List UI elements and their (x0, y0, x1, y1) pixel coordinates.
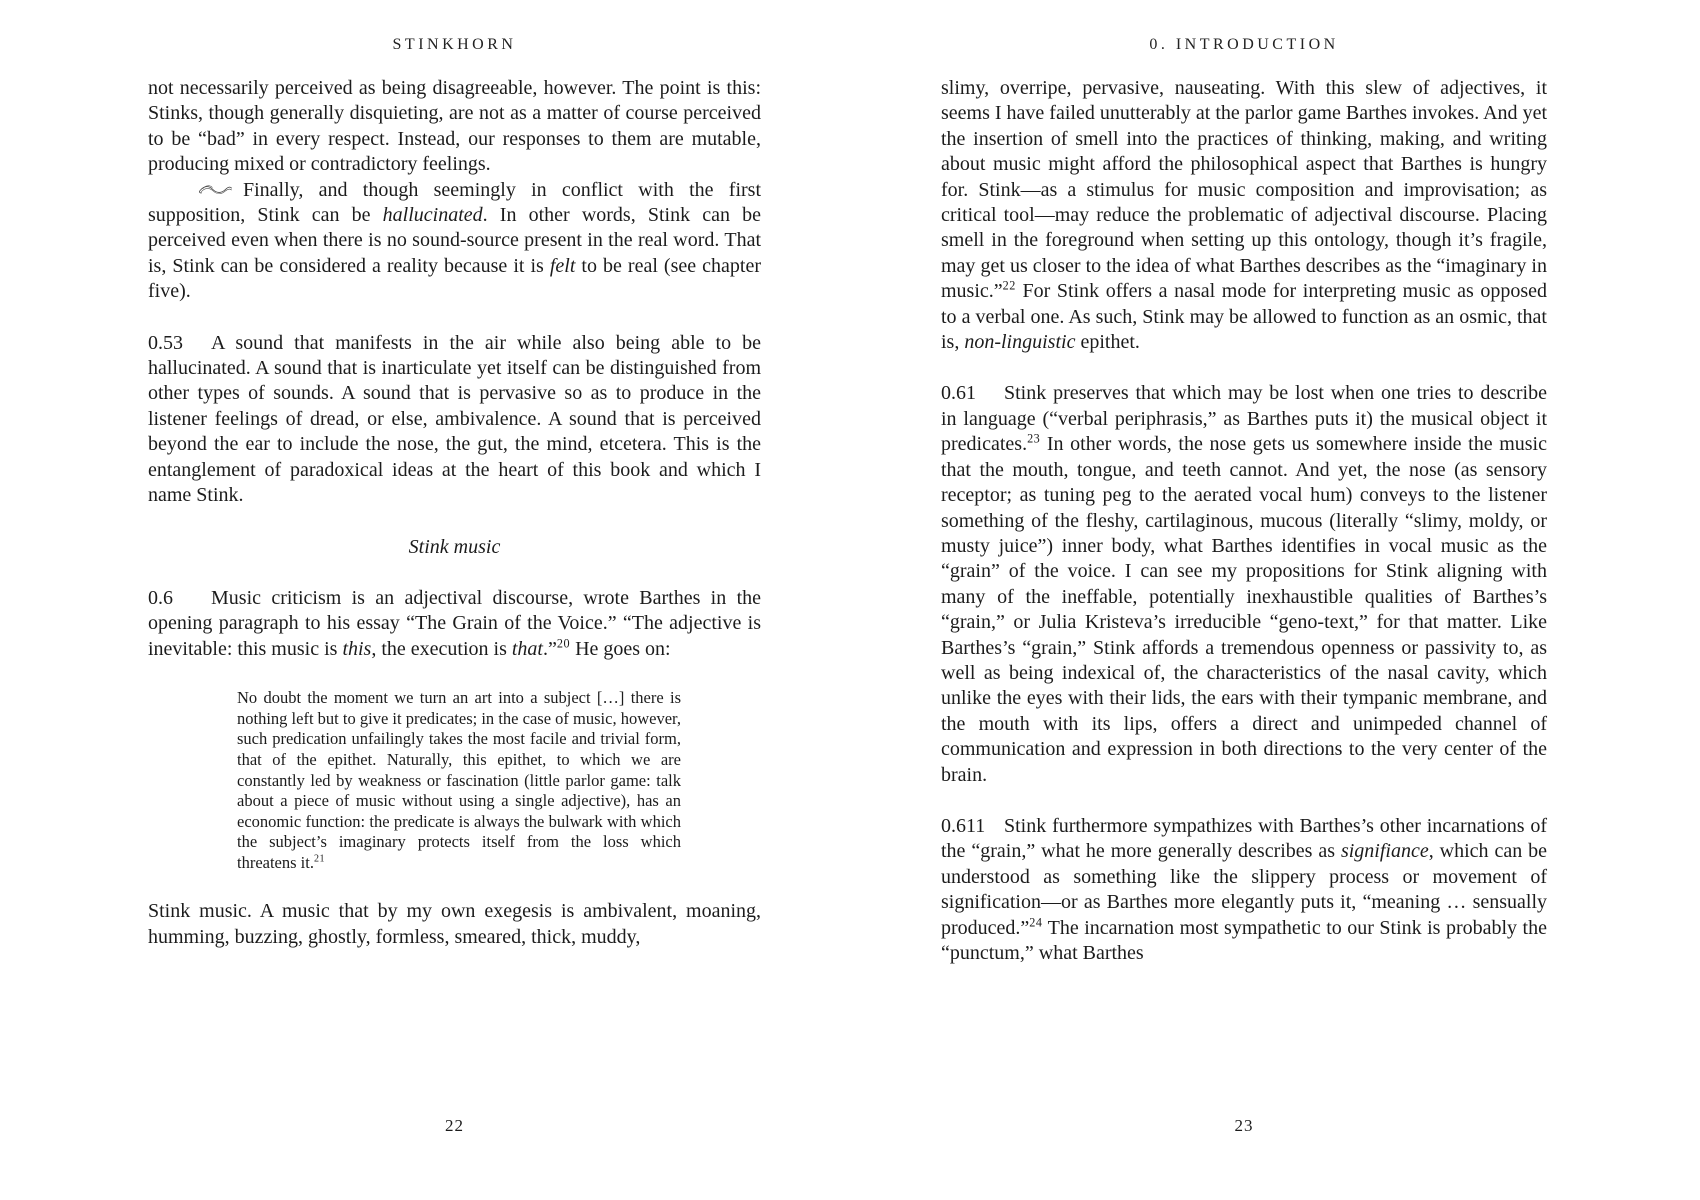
page-number-right: 23 (1234, 1116, 1254, 1135)
paragraph (941, 76, 1547, 355)
running-head-right: 0. INTRODUCTION (1149, 36, 1339, 53)
text-run: Music criticism is an adjectival discourse, wrote Barthes in the opening paragraph to his essay “The Grain of the Voice.” “The adjective is inevitable: this music is (148, 586, 761, 660)
footnote-reference: 22 (1002, 278, 1016, 293)
block-quotation (237, 688, 681, 873)
paragraph (148, 899, 761, 950)
text-run: Stink music. A music that by my own exegesis is ambivalent, moaning, humming, buzzing, ghostly, formless, smeared, thick, muddy, (148, 900, 761, 948)
section-number: 0.611 (941, 814, 986, 837)
text-run: to be real (see chapter five). (148, 254, 762, 303)
italic-text: this (342, 637, 372, 660)
italic-text: signifiance (1340, 840, 1429, 863)
text-run: Stink furthermore sympathizes with Barthes’s other incarnations of the “grain,” what he more generally describes as (941, 814, 1547, 863)
paragraph (941, 814, 1547, 966)
footnote-reference: 21 (313, 853, 326, 865)
page-right (941, 0, 1547, 1200)
section-heading (148, 535, 761, 560)
text-run: epithet. (1075, 331, 1140, 354)
text-run: In other words, the nose gets us somewhere inside the music that the mouth, tongue, and teeth cannot. And yet, the nose (as sensory receptor; as tuning peg to the aerated vocal hum) conveys to the listener something of the fleshy, cartilaginous, mucous (literally “slimy, moldy, or musty juice”) inner body, what Barthes identifies in vocal music as the “grain” of the voice. I can see my propositions for Stink aligning with many of the ineffable, potentially inexhaustible qualities of Barthes’s “grain,” or Julia Kristeva’s irreducible “geno-text,” for that matter. Like Barthes’s “grain,” Stink affords a tremendous openness or passivity to, as well as being indexical of, the characteristics of the nasal cavity, which unlike the eyes with their lids, the ears with their tympanic membrane, and the mouth with its lips, offers a direct and unimpeded channel of communication and expression in both directions to the very center of the brain. (941, 433, 1547, 786)
italic-text: that (511, 637, 543, 660)
text-run: , which can be understood as something like the slippery process or movement of signification—or as Barthes more elegantly puts it, “meaning … sensually produced.” (941, 840, 1547, 939)
paragraph (148, 331, 761, 509)
footnote-reference: 20 (556, 636, 571, 651)
section-number: 0.53 (148, 331, 183, 354)
footnote-reference: 24 (1029, 914, 1043, 929)
paragraph (148, 178, 761, 305)
swash-squiggle-icon (198, 183, 234, 196)
running-head-left: STINKHORN (392, 36, 517, 53)
italic-text: hallucinated (382, 204, 483, 227)
text-run: Stink preserves that which may be lost when one tries to describe in language (“verbal periphrasis,” as Barthes puts it) the musical object it predicates. (941, 382, 1547, 456)
page-left (148, 0, 761, 1200)
text-run: Finally, and though seemingly in conflict with the first supposition, Stink can be (148, 178, 761, 227)
page-number-left: 22 (445, 1116, 464, 1135)
text-block-left (148, 76, 761, 950)
text-block-right (941, 76, 1547, 966)
text-run: For Stink offers a nasal mode for interpreting music as opposed to a verbal one. As such, Stink may be allowed to function as an osmic, that is, (941, 280, 1547, 354)
section-number: 0.6 (148, 586, 173, 609)
text-run: , the execution is (371, 637, 512, 660)
italic-text: Stink music (408, 535, 501, 558)
italic-text: non-linguistic (964, 331, 1076, 354)
paragraph (941, 381, 1547, 788)
italic-text: felt (549, 254, 576, 277)
text-run: . In other words, Stink can be perceived even when there is no sound-source present in the real word. That is, Stink can be considered a reality because it is (148, 204, 761, 277)
section-number: 0.61 (941, 382, 976, 405)
text-run: No doubt the moment we turn an art into a subject […] there is nothing left but to give it predicates; in the case of music, however, such predication unfailingly takes the most facile and trivial form, that of the epithet. Naturally, this epithet, to which we are constantly led by weakness or fascination (little parlor game: talk about a piece of music without using a single adjective), has an economic function: the predicate is always the bulwark with which the subject’s imaginary protects itself from the loss which threatens it. (237, 688, 681, 872)
paragraph (148, 586, 761, 662)
text-run: slimy, overripe, pervasive, nauseating. With this slew of adjectives, it seems I have failed unutterably at the parlor game Barthes invokes. And yet the insertion of smell into the practices of thinking, making, and writing about music might afford the philosophical aspect that Barthes is hungry for. Stink—as a stimulus for music composition and improvisation; as critical tool—may reduce the problematic of adjectival discourse. Placing smell in the foreground when setting up this ontology, though it’s fragile, may get us closer to the idea of what Barthes describes as the “imaginary in music.” (941, 77, 1547, 303)
text-run: A sound that manifests in the air while also being able to be hallucinated. A sound that is inarticulate yet itself can be distinguished from other types of sounds. A sound that is pervasive so as to produce in the listener feelings of dread, or else, ambivalence. A sound that is perceived beyond the ear to include the nose, the gut, the mind, etcetera. This is the entanglement of paradoxical ideas at the heart of this book and which I name Stink. (148, 331, 761, 507)
text-run: not necessarily perceived as being disagreeable, however. The point is this: Stinks, though generally disquieting, are not as a matter of course perceived to be “bad” in every respect. Instead, our responses to them are mutable, producing mixed or contradictory feelings. (148, 77, 761, 176)
text-run: He goes on: (570, 637, 671, 660)
text-run: .” (543, 637, 557, 660)
text-run: The incarnation most sympathetic to our Stink is probably the “punctum,” what Barthes (941, 916, 1547, 964)
paragraph (148, 76, 761, 178)
footnote-reference: 23 (1027, 431, 1041, 446)
